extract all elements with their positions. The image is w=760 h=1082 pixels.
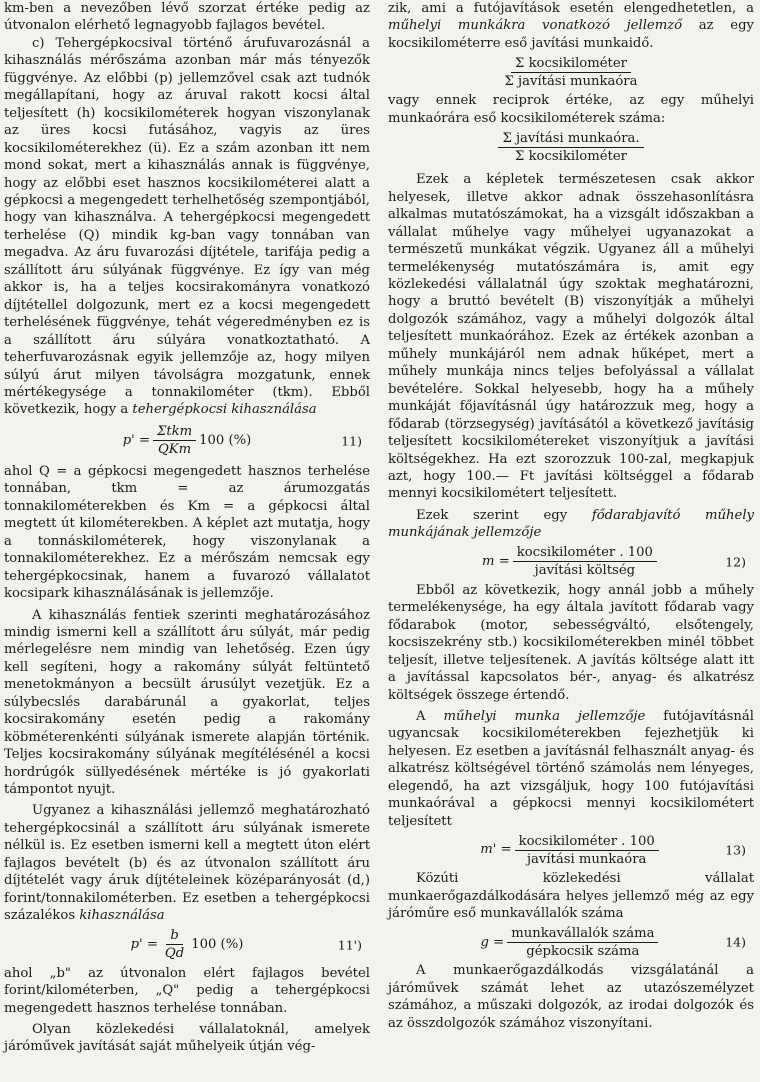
text-run: A xyxy=(416,708,444,724)
fraction-denominator: gépkocsik száma xyxy=(526,943,640,959)
fraction-denominator: javítási munkaóra xyxy=(526,851,647,867)
paragraph: vagy ennek reciprok értéke, az egy műhelyi munkaórára eső kocsikilométerek száma: xyxy=(388,93,754,126)
formula-14 xyxy=(388,925,754,959)
text-run: Ugyanez a kihasználási jellemző meghatározható tehergépkocsinál a szállított áru súlyának ismerete nélkül is. Ez esetben ismerni kell a megtett úton elért fajlagos bevételt (b) és az útvonalon szállított áru díjtételét vagy áruk díjtételeinek középarányosát (d,) forint/tonnakilométerben. Ez esetben a tehergépkocsi százalékos xyxy=(4,803,370,924)
equation-number: 14) xyxy=(725,934,746,950)
equation-number: 11') xyxy=(337,936,362,952)
fraction-denominator: Σ javítási munkaóra xyxy=(504,73,638,89)
emphasis: kihasználása xyxy=(79,908,165,924)
paragraph: Olyan közlekedési vállalatoknál, amelyek járóművek javítását saját műhelyeik útján vég- xyxy=(4,1022,370,1055)
fraction xyxy=(513,545,657,578)
fraction xyxy=(153,424,196,457)
text-run: az egy kocsikilométerre eső javítási munkaidő. xyxy=(388,18,754,51)
right-column xyxy=(388,0,754,1032)
formula-ratio-a xyxy=(388,55,754,89)
paragraph: Ezek a képletek természetesen csak akkor helyesek, illetve akkor adnak összehasonlításra alkalmas mutatószámokat, ha a vizsgált időszakban a vállalat műhelye vagy műhelyei ugyanazokat a természetű munkákat végzik. Ugyanez áll a műhelyi termelékenység mutatószámára is, amit egy közlekedési vállalatnál úgy szoktak meghatározni, hogy a bruttó bevételt (B) viszonyítják a műhelyi dolgozók számához, vagy a műhelyi dolgozók által teljesített munkaórához. Ezek az értékek azonban a műhely munkájáról nem adnak hűképet, mert a műhely munkája nincs teljes befolyással a vállalat bevételére. Sokkal helyesebb, hogy ha a műhely munkáját főjavításnál úgy határozzuk meg, hogy a fődarab (törzsegység) javításától a következő javításig teljesített kocsikilométereket viszonyítjuk a javítási költségekhez. Ha ezt szorozzuk 100-zal, megkapjuk azt, hogy 100.— Ft javítási költséggel a fődarab mennyi kocsikilométert teljesített. xyxy=(388,172,754,502)
formula-lhs: p' = xyxy=(122,433,150,449)
emphasis: műhelyi munkákra vonatkozó jellemző xyxy=(388,18,683,34)
fraction xyxy=(507,926,658,959)
formula-11b xyxy=(4,928,370,962)
fraction-numerator: Σ kocsikilométer xyxy=(511,56,631,73)
paragraph: Közúti közlekedési vállalat munkaerőgazdálkodására helyes jellemző még az egy járóműre eső munkavállalók száma xyxy=(388,871,754,922)
emphasis: műhelyi munka jellemzője xyxy=(443,708,646,724)
fraction xyxy=(161,928,188,961)
left-column xyxy=(4,0,370,1056)
fraction-denominator: javítási költség xyxy=(534,563,636,579)
formula-rhs: 100 (%) xyxy=(191,936,244,952)
formula-lhs: m' = xyxy=(480,842,512,858)
paragraph: km-ben a nevezőben lévő szorzat értéke pedig az útvonalon elérhető legnagyobb fajlagos bevétel. xyxy=(4,1,370,34)
equation-number: 13) xyxy=(725,842,746,858)
paragraph: A munkaerőgazdálkodás vizsgálatánál a járóművek számát lehet az utazószemélyzet számához, a műszaki dolgozók, az irodai dolgozók és az összdolgozók számához viszonyítani. xyxy=(388,963,754,1031)
fraction xyxy=(515,834,659,867)
equation-number: 11) xyxy=(341,433,362,449)
formula-11 xyxy=(4,422,370,460)
formula-12 xyxy=(388,545,754,579)
text-run: futójavításnál ugyancsak kocsikilométerekben fejezhetjük ki helyesen. Ez esetben a javításnál felhasznált anyag- és alkatrész költségével történő számolás nem lényeges, elegendő, ha azt vizsgáljuk, hogy 100 futójavítási munkaórával a gépkocsi mennyi kocsikilométert teljesített xyxy=(388,708,754,829)
formula-ratio-b xyxy=(388,130,754,164)
fraction-denominator: QKm xyxy=(157,442,192,458)
fraction-numerator: b xyxy=(166,928,182,945)
fraction xyxy=(501,56,642,89)
paragraph: ahol „b" az útvonalon elért fajlagos bevétel forint/kilométerben, „Q" pedig a tehergépkocsi megengedett hasznos terhelése tonnában. xyxy=(4,965,370,1016)
emphasis: tehergépkocsi kihasználása xyxy=(132,402,317,418)
paragraph xyxy=(388,0,754,52)
fraction-numerator: Σtkm xyxy=(153,424,196,441)
text-run: zik, ami a futójavítások esetén elengedhetetlen, a xyxy=(388,1,754,16)
text-run: c) Tehergépkocsival történő árufuvarozásnál a kihasználás mérőszáma azonban már más tényezők függvénye. Az előbbi (p) jellemzővel csak azt tudnók megállapítani, hogy az áruval rakott kocsi által teljesített (h) kocsikilométerek hogyan viszonylanak az üres kocsi futásához, vagyis az üres kocsikilométerekhez (ü). Ez a szám azonban itt nem mond sokat, mert a kihasználás annak is függvénye, hogy az előbbi eset hasznos kocsikilométerei alatt a gépkocsi a megengedett terhelhetőség szempontjából, hogy van kihasználva. A tehergépkocsi megengedett terhelése (Q) mindik kg-ban vagy tonnában van megadva. Az áru fuvarozási díjtétele, tarifája pedig a szállított áru súlyának függvénye. Ez így van még akkor is, ha a teljes kocsirakományra vonatkozó díjtétellel dolgozunk, mert ez a kocsi megengedett terhelésének függvénye, tehát végeredményben ez is a szállított áru súlyára vonatkoztatható. A teherfuvarozásnak egyik jellemzője az, hogy milyen súlyú árut milyen távolságra mozgatunk, ennek mértékegysége a tonnakilométer (tkm). Ebből következik, hogy a xyxy=(4,35,370,418)
paragraph: ahol Q = a gépkocsi megengedett hasznos terhelése tonnában, tkm = az árumozgatás tonnakilométerekben és Km = a gépkocsi által megtett út kilométerekben. A képlet azt mutatja, hogy a tonnáskilométerek, hogy viszonylanak a tonnakilométerekhez. Ez a mérőszám nemcsak egy tehergépkocsinak, hanem a fuvarozó vállalatot kocsipark kihasználásának is jellemzője. xyxy=(4,463,370,602)
paragraph xyxy=(4,802,370,924)
fraction-numerator: munkavállalók száma xyxy=(507,926,658,943)
formula-lhs: g = xyxy=(480,934,505,950)
fraction-numerator: kocsikilométer . 100 xyxy=(515,834,659,851)
paragraph xyxy=(4,35,370,419)
paragraph: Ebből az következik, hogy annál jobb a műhely termelékenysége, ha egy általa javított fődarab vagy fődarabok (motor, sebességváltó, elsőtengely, kocsiszekrény stb.) kocsikilométerekben minél többet teljesít, illetve teljesítenek. A javítás költsége alatt itt a javítással kapcsolatos bér-, anyag- és alkatrész költségek összege értendő. xyxy=(388,582,754,703)
paragraph: A kihasználás fentiek szerinti meghatározásához mindig ismerni kell a szállított áru súlyát, már pedig mérlegelésre nem mindig van lehetőség. Ezen úgy kell segíteni, hogy a rakomány súlyát feltüntető menetokmányon a becsült árusúlyt vezetjük. Ez a súlybecslés darabárunál a gyakorlat, teljes kocsirakomány esetén pedig a rakomány köbméterenkénti súlyának ismerete alapján történik. Teljes kocsirakomány súlyának megítélésénél a kocsi hordrúgók süllyedésének mértéke is jó gyakorlati támpontot nyujt. xyxy=(4,607,370,798)
formula-13 xyxy=(388,833,754,867)
equation-number: 12) xyxy=(725,554,746,570)
fraction-denominator: Qd xyxy=(164,946,185,962)
fraction-numerator: kocsikilométer . 100 xyxy=(513,545,657,562)
paragraph xyxy=(388,507,754,542)
formula-lhs: m = xyxy=(482,554,510,570)
emphasis: fődarabjavító műhely munkájának jellemzője xyxy=(388,507,755,541)
text-run: Ezek szerint egy xyxy=(416,507,592,523)
fraction-denominator: Σ kocsikilométer xyxy=(515,148,627,164)
fraction-numerator: Σ javítási munkaóra. xyxy=(498,131,643,148)
formula-lhs: p' = xyxy=(130,936,158,952)
formula-rhs: 100 (%) xyxy=(199,433,252,449)
fraction xyxy=(498,131,643,164)
paragraph xyxy=(388,708,754,830)
